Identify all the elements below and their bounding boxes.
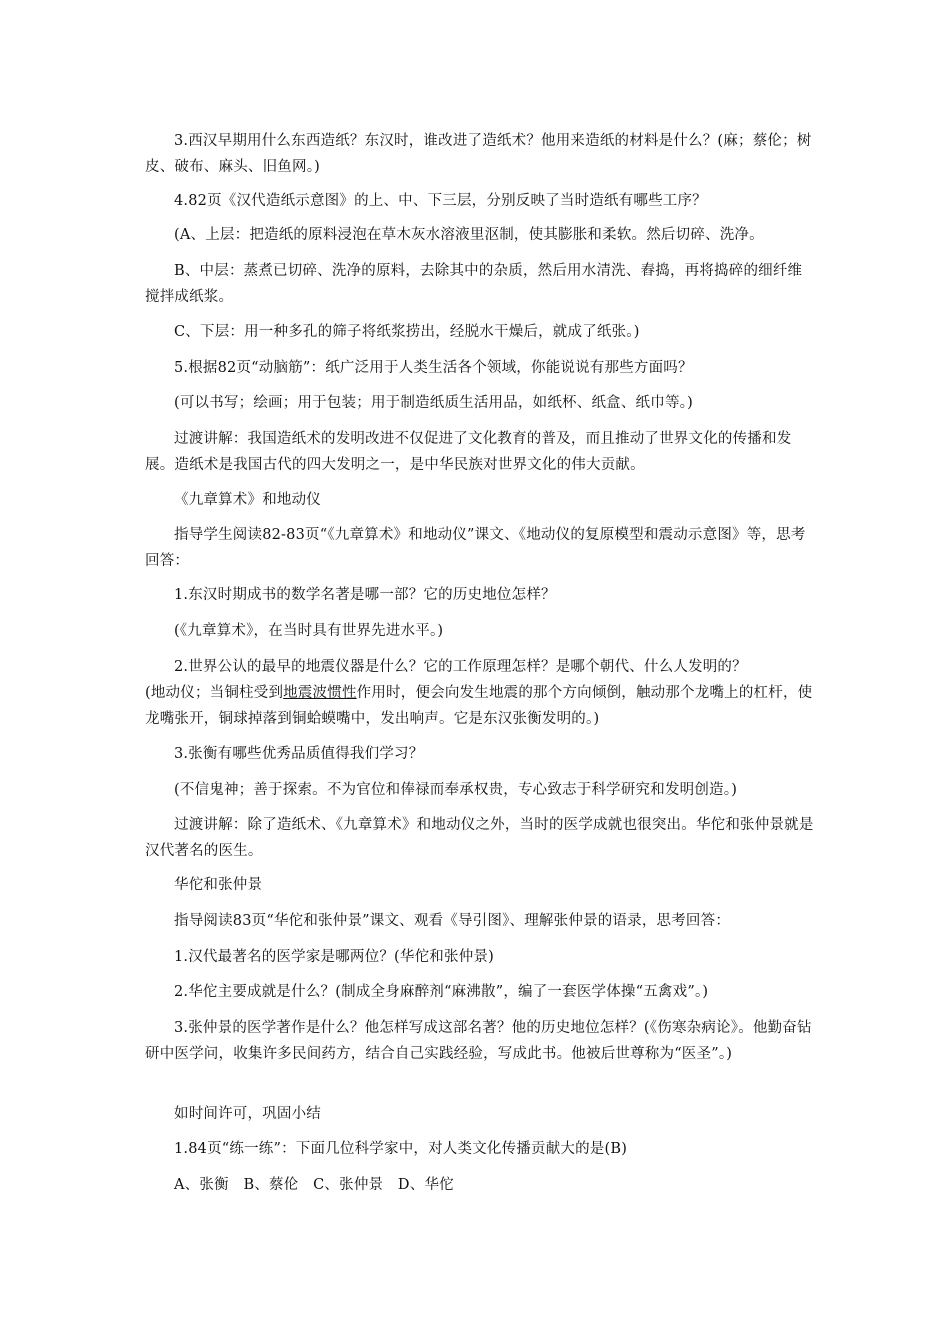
paragraph-transition-paper xyxy=(145,426,815,478)
text: 《九章算术》和地动仪 xyxy=(174,492,321,508)
paragraph-q1-doctors xyxy=(174,944,814,970)
paragraph-seismograph-answer xyxy=(145,680,815,732)
paragraph-zhangheng-answer xyxy=(174,777,814,803)
text: 3.张仲景的医学著作是什么？他怎样写成这部名著？他的历史地位怎样？(《伤寒杂病论》。他勤奋钻研中医学问，收集许多民间药方，结合自己实践经验，写成此书。他被后世尊称为“医圣”。) xyxy=(145,1020,812,1062)
paragraph-math-answer xyxy=(174,618,814,644)
paragraph-q2-seismograph xyxy=(174,654,814,680)
paragraph-middle-layer xyxy=(145,258,815,310)
text: 5.根据82页“动脑筋”：纸广泛用于人类生活各个领域，你能说说有那些方面吗？ xyxy=(174,360,693,376)
text: (《九章算术》，在当时具有世界先进水平。) xyxy=(174,623,444,639)
paragraph-upper-layer xyxy=(174,222,814,248)
paragraph-q5-uses xyxy=(174,355,814,381)
text: B、中层：蒸煮已切碎、洗净的原料，去除其中的杂质，然后用水清洗、舂捣，再将捣碎的细纤维搅拌成纸浆。 xyxy=(145,263,803,305)
text: (不信鬼神；善于探索。不为官位和俸禄而奉承权贵，专心致志于科学研究和发明创造。) xyxy=(174,782,738,798)
paragraph-exercise-q1 xyxy=(174,1136,814,1162)
text: 过渡讲解：除了造纸术、《九章算术》和地动仪之外，当时的医学成就也很突出。华佗和张仲景就是汉代著名的医生。 xyxy=(145,817,814,859)
section-heading-jiuzhang xyxy=(174,487,814,513)
text: 华佗和张仲景 xyxy=(174,877,263,893)
text: 2.世界公认的最早的地震仪器是什么？它的工作原理怎样？是哪个朝代、什么人发明的？ xyxy=(174,659,747,675)
text: 过渡讲解：我国造纸术的发明改进不仅促进了文化教育的普及，而且推动了世界文化的传播和发展。造纸术是我国古代的四大发明之一，是中华民族对世界文化的伟大贡献。 xyxy=(145,431,792,473)
text: 3.西汉早期用什么东西造纸？东汉时，谁改进了造纸术？他用来造纸的材料是什么？(麻；蔡伦；树皮、破布、麻头、旧鱼网。) xyxy=(145,133,812,175)
paragraph-transition-medicine xyxy=(145,812,815,864)
paragraph-guide-reading-83 xyxy=(174,908,814,934)
paragraph-lower-layer xyxy=(174,319,814,345)
text: (可以书写；绘画；用于包装；用于制造纸质生活用品，如纸杯、纸盒、纸巾等。) xyxy=(174,395,693,411)
paragraph-review xyxy=(174,1101,814,1127)
paragraph-exercise-options xyxy=(174,1172,814,1198)
text: C、下层：用一种多孔的筛子将纸浆捞出，经脱水干燥后，就成了纸张。) xyxy=(174,324,640,340)
paragraph-guide-reading-82-83 xyxy=(145,522,815,574)
underlined-term: 地震波惯性 xyxy=(283,685,357,701)
text: 1.84页“练一练”：下面几位科学家中，对人类文化传播贡献大的是(B) xyxy=(174,1141,628,1157)
paragraph-q3-paper xyxy=(145,128,815,180)
text: 4.82页《汉代造纸示意图》的上、中、下三层，分别反映了当时造纸有哪些工序？ xyxy=(174,193,707,209)
paragraph-q4-illustration xyxy=(174,188,814,214)
paragraph-uses-answer xyxy=(174,390,814,416)
paragraph-q2-huatuo xyxy=(174,979,814,1005)
section-heading-huatuo xyxy=(174,872,814,898)
paragraph-q3-zhangzhongjing xyxy=(145,1015,815,1067)
text: 1.汉代最著名的医学家是哪两位？(华佗和张仲景) xyxy=(174,949,494,965)
text: (A、上层：把造纸的原料浸泡在草木灰水溶液里沤制，使其膨胀和柔软。然后切碎、洗净。 xyxy=(174,227,764,243)
text: 指导学生阅读82-83页“《九章算术》和地动仪”课文、《地动仪的复原模型和震动示意图》等，思考回答： xyxy=(145,527,806,569)
text: 指导阅读83页“华佗和张仲景”课文、观看《导引图》、理解张仲景的语录，思考回答： xyxy=(174,913,731,929)
text: 作用时，便会向发生地震的那个方向倾倒，触动那个龙嘴上的杠杆，使龙嘴张开，铜球掉落到铜蛤蟆嘴中，发出响声。它是东汉张衡发明的。) xyxy=(145,685,813,727)
text: A、张衡 B、蔡伦 C、张仲景 D、华佗 xyxy=(174,1177,454,1193)
text: (地动仪；当铜柱受到 xyxy=(145,685,284,701)
text: 2.华佗主要成就是什么？(制成全身麻醉剂“麻沸散”，编了一套医学体操“五禽戏”。) xyxy=(174,984,709,1000)
text: 3.张衡有哪些优秀品质值得我们学习？ xyxy=(174,746,424,762)
paragraph-q1-math xyxy=(174,582,814,608)
text: 1.东汉时期成书的数学名著是哪一部？它的历史地位怎样？ xyxy=(174,587,556,603)
text: 如时间许可，巩固小结 xyxy=(174,1106,321,1122)
paragraph-q3-zhangheng xyxy=(174,741,814,767)
